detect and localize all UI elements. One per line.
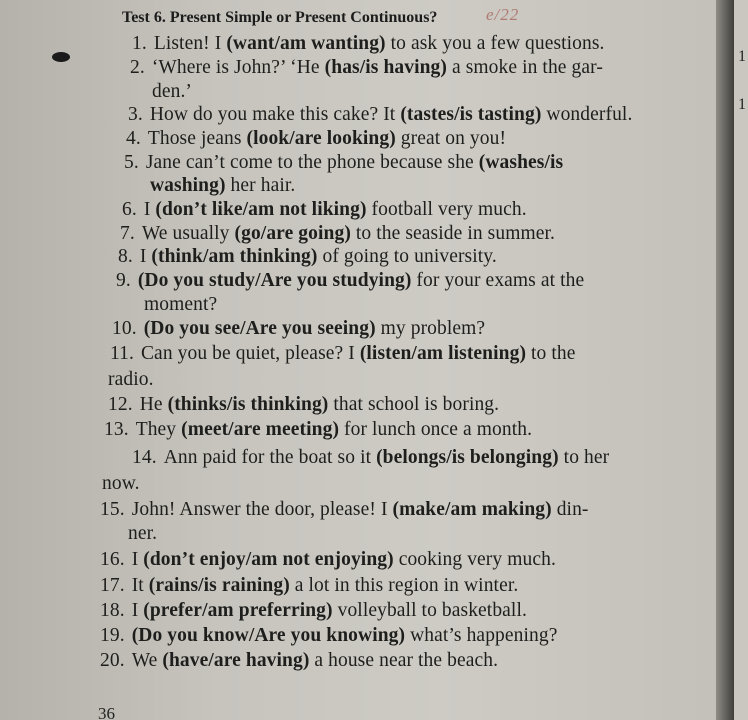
sentence-text: of going to university. [317,246,497,267]
sentence-text: to her [558,447,610,468]
sentence-text: to the [526,343,576,364]
sentence-text: I [143,199,156,220]
exercise-item-continuation [128,523,157,545]
item-number: 14. [132,447,157,468]
exercise-item [128,104,632,126]
item-number: 18. [100,600,125,621]
exercise-item [112,318,485,340]
answer-options: (has/is having) [324,57,447,78]
exercise-item [110,343,576,365]
item-number: 6. [122,199,137,220]
exercise-item-continuation [152,81,192,103]
answer-options: (have/are having) [162,650,310,671]
sentence-text: I [139,246,152,267]
sentence-text: football very much. [366,199,527,220]
exercise-item-continuation [102,473,140,495]
sentence-text: a smoke in the gar- [447,57,603,78]
exercise-item [100,549,556,571]
item-number: 10. [112,318,137,339]
answer-options: (belongs/is belonging) [376,447,559,468]
exercise-item [122,199,527,221]
answer-options: (think/am thinking) [151,246,318,267]
answer-options: (meet/are meeting) [181,419,340,440]
exercise-item [104,419,532,441]
sentence-text: Listen! I [153,33,227,54]
sentence-text: a house near the beach. [309,650,499,671]
sentence-text: for your exams at the [411,270,585,291]
exercise-item [118,246,497,268]
item-number: 16. [100,549,125,570]
item-number: 8. [118,246,133,267]
sentence-text: den.’ [152,81,193,102]
sentence-text: for lunch once a month. [339,419,533,440]
sentence-text: din- [551,499,589,520]
answer-options: washing) [150,175,226,196]
item-number: 17. [100,575,125,596]
answer-options: (want/am wanting) [226,33,386,54]
sentence-text: wonderful. [541,104,633,125]
sentence-text: ner. [128,523,158,544]
sentence-text: How do you make this cake? It [149,104,401,125]
sentence-text: a lot in this region in winter. [289,575,519,596]
answer-options: (look/are looking) [246,128,396,149]
exercise-item-continuation [108,369,154,391]
item-number: 9. [116,270,131,291]
exercise-item [108,394,499,416]
item-number: 1. [132,33,147,54]
sentence-text: We [131,650,163,671]
exercise-item [132,33,605,55]
item-number: 20. [100,650,125,671]
item-number: 11. [110,343,134,364]
answer-options: (tastes/is tasting) [400,104,542,125]
item-number: 5. [124,152,139,173]
answer-options: (Do you know/Are you knowing) [131,625,406,646]
sentence-text: great on you! [395,128,507,149]
sentence-text: I [131,600,144,621]
exercise-item [132,447,609,469]
sentence-text: moment? [144,294,218,315]
sentence-text: He [139,394,168,415]
sentence-text: Jane can’t come to the phone because she [145,152,479,173]
facing-page-mark: 1 [738,48,746,65]
sentence-text: ‘Where is John?’ ‘He [151,57,325,78]
margin-pencil-note: e/22 [486,5,520,24]
answer-options: (washes/is [478,152,564,173]
ink-blot [52,52,70,62]
exercise-item [116,270,584,292]
answer-options: (don’t like/am not liking) [155,199,367,220]
exercise-item [100,625,557,647]
answer-options: (rains/is raining) [148,575,290,596]
sentence-text: It [131,575,149,596]
sentence-text: to the seaside in summer. [350,223,555,244]
exercise-item-continuation [144,294,217,316]
sentence-text: what’s happening? [405,625,558,646]
sentence-text: We usually [141,223,235,244]
exercise-item [120,223,555,245]
exercise-item-continuation [150,175,295,197]
sentence-text: her hair. [225,175,296,196]
sentence-text: to ask you a few questions. [385,33,605,54]
sentence-text: Those jeans [147,128,247,149]
item-number: 4. [126,128,141,149]
item-number: 15. [100,499,125,520]
answer-options: (listen/am listening) [359,343,527,364]
sentence-text: Can you be quiet, please? I [140,343,360,364]
sentence-text: Ann paid for the boat so it [163,447,377,468]
exercise-item [124,152,563,174]
facing-page-mark: 1 [738,96,746,113]
answer-options: (don’t enjoy/am not enjoying) [143,549,394,570]
answer-options: (Do you study/Are you studying) [137,270,412,291]
exercise-item [100,600,527,622]
answer-options: (make/am making) [392,499,552,520]
exercise-item [100,499,589,521]
answer-options: (thinks/is thinking) [167,394,329,415]
item-number: 13. [104,419,129,440]
facing-page-edge [734,0,748,720]
item-number: 3. [128,104,143,125]
item-number: 19. [100,625,125,646]
item-number: 12. [108,394,133,415]
exercise-item [130,57,603,79]
sentence-text: my problem? [375,318,486,339]
item-number: 2. [130,57,145,78]
sentence-text: John! Answer the door, please! I [131,499,393,520]
test-title: Test 6. Present Simple or Present Continuous? [122,9,438,26]
sentence-text: They [135,419,182,440]
sentence-text: that school is boring. [328,394,500,415]
sentence-text: I [131,549,144,570]
sentence-text: now. [102,473,140,494]
sentence-text: volleyball to basketball. [332,600,527,621]
exercise-item [100,575,518,597]
item-number: 7. [120,223,135,244]
sentence-text: radio. [108,369,154,390]
answer-options: (go/are going) [234,223,351,244]
page-number: 36 [98,704,115,720]
answer-options: (Do you see/Are you seeing) [143,318,376,339]
answer-options: (prefer/am preferring) [143,600,333,621]
exercise-item [100,650,498,672]
exercise-item [126,128,506,150]
sentence-text: cooking very much. [393,549,556,570]
